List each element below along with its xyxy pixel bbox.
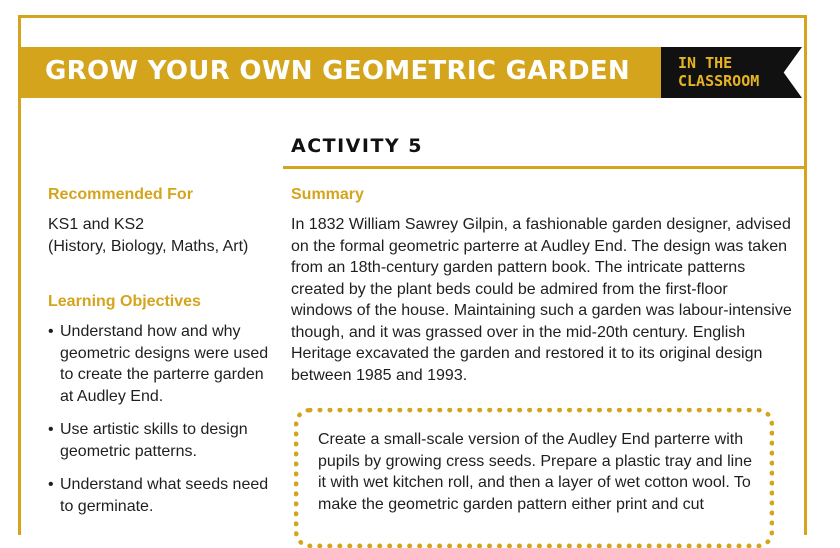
summary-text: In 1832 William Sawrey Gilpin, a fashionable garden designer, advised on the formal geometric parterre at Audley End. The design was taken from an 18th-century garden pattern book. The intricate patterns created by the plant beds could be admired from the first-floor windows of the house. Maintaining such a garden was labour-intensive though, and it was grassed over in the mid-20th century. English Heritage excavated the garden and restored it to its original design between 1985 and 1993.	[291, 216, 792, 384]
objectives-list	[48, 321, 278, 529]
activity-title: ACTIVITY 5	[291, 135, 424, 157]
summary-heading: Summary	[291, 186, 364, 203]
objective-item: • Use artistic skills to design geometric patterns.	[48, 419, 278, 462]
recommended-heading: Recommended For	[48, 186, 193, 203]
recommended-text	[48, 214, 273, 257]
objective-item: • Understand what seeds need to germinate.	[48, 474, 278, 517]
objectives-heading: Learning Objectives	[48, 293, 201, 310]
ribbon-label	[678, 54, 759, 90]
recommended-line-1: KS1 and KS2	[48, 216, 145, 233]
objective-item: • Understand how and why geometric designs were used to create the parterre garden at Audley End.	[48, 321, 278, 407]
recommended-line-2: (History, Biology, Maths, Art)	[48, 237, 249, 255]
ribbon-line-2: CLASSROOM	[678, 72, 760, 90]
page-title: GROW YOUR OWN GEOMETRIC GARDEN	[45, 56, 630, 86]
section-divider	[283, 166, 807, 169]
ribbon-line-1: IN THE	[678, 54, 733, 72]
activity-instructions-text: Create a small-scale version of the Audley End parterre with pupils by growing cress seeds. Prepare a plastic tray and line it with wet kitchen roll, and then a layer of wet cotton wool. To make the geometric garden pattern either print and cut	[318, 431, 752, 513]
